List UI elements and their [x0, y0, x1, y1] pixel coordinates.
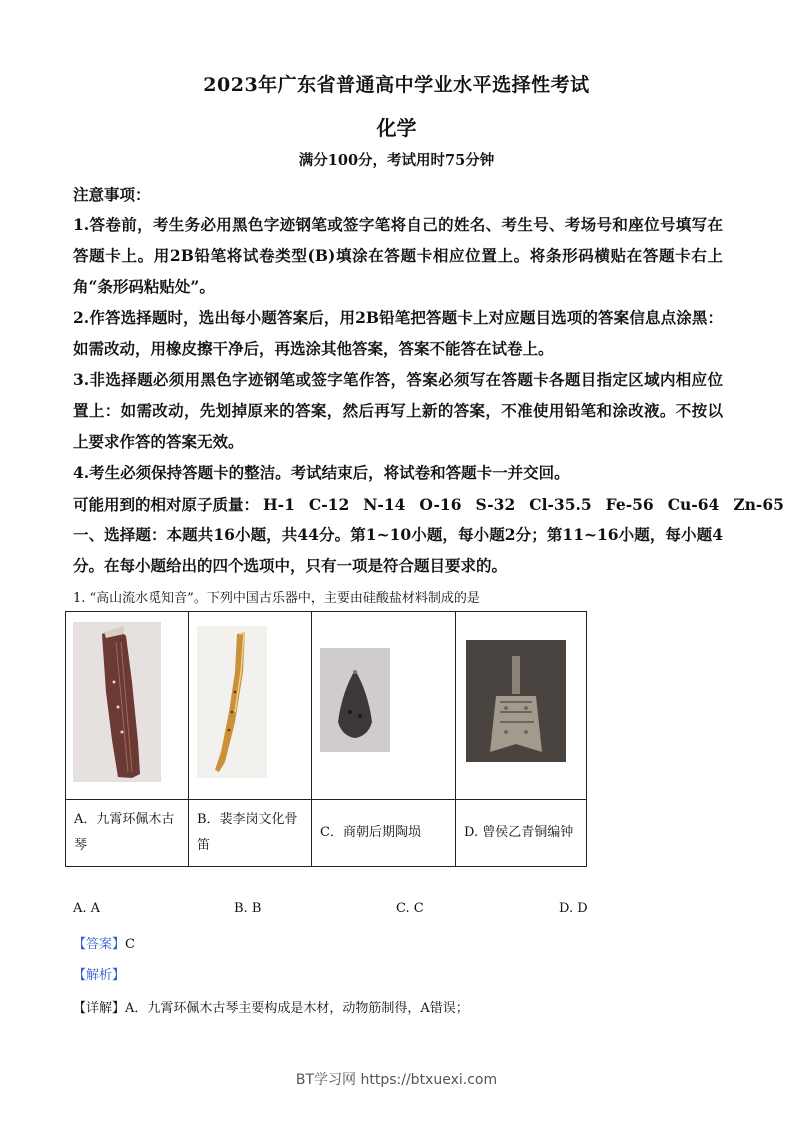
detail-line	[73, 997, 469, 1016]
notice-item-2: 2.作答选择题时，选出每小题答案后，用2B铅笔把答题卡上对应题目选项的答案信息点涂黑：如需改动，用橡皮擦干净后，再选涂其他答案，答案不能答在试卷上。	[73, 308, 723, 359]
bone-flute-photo	[189, 612, 311, 795]
subject-title: 化学	[376, 116, 417, 140]
choice-c: C. C	[396, 901, 424, 916]
footer-watermark: BT学习网 https://btxuexi.com	[295, 1072, 498, 1088]
option-c-image-cell	[312, 612, 456, 800]
option-d-label: D. 曾侯乙青铜编钟	[456, 800, 587, 867]
bronze-bell-photo	[456, 612, 586, 795]
analysis-tag: 【解析】	[73, 968, 126, 983]
option-d-image-cell	[456, 612, 587, 800]
notice-item-3: 3.非选择题必须用黑色字迹钢笔或签字笔作答，答案必须写在答题卡各题目指定区域内相应位置上：如需改动，先划掉原来的答案，然后再写上新的答案，不准使用铅笔和涂改液。不按以上要求作答的答案无效。	[73, 370, 723, 452]
answer-line	[73, 933, 135, 952]
detail-tag: 【详解】	[73, 1001, 126, 1016]
answer-tag: 【答案】	[73, 937, 126, 952]
atomic-masses-label: 可能用到的相对原子质量：	[73, 495, 260, 514]
exam-title: 2023年广东省普通高中学业水平选择性考试	[203, 74, 590, 96]
exam-info: 满分100分，考试用时75分钟	[298, 152, 495, 169]
option-b-image-cell	[189, 612, 312, 800]
choice-a: A. A	[73, 901, 101, 916]
option-a-image-cell	[66, 612, 189, 800]
atom-mass: S-32	[475, 495, 516, 514]
detail-text: A．九霄环佩木古琴主要构成是木材，动物筋制得，A错误；	[125, 1001, 469, 1016]
option-c-label: C．商朝后期陶埙	[312, 800, 456, 867]
pottery-xun-photo	[312, 612, 455, 795]
analysis-line	[73, 964, 125, 983]
notice-item-4: 4.考生必须保持答题卡的整洁。考试结束后，将试卷和答题卡一并交回。	[73, 463, 570, 482]
choice-d: D. D	[559, 901, 588, 916]
atomic-masses	[73, 489, 784, 520]
notice-heading: 注意事项：	[73, 185, 151, 204]
atom-mass: Zn-65	[733, 495, 784, 514]
section-heading: 一、选择题：本题共16小题，共44分。第1~10小题，每小题2分；第11~16小题，每小题4分。在每小题给出的四个选项中，只有一项是符合题目要求的。	[73, 525, 723, 576]
atom-mass: N-14	[363, 495, 406, 514]
question-stem: 1. “高山流水觅知音”。下列中国古乐器中，主要由硅酸盐材料制成的是	[73, 591, 480, 606]
guqin-photo	[66, 612, 188, 795]
notice-item-1: 1.答卷前，考生务必用黑色字迹钢笔或签字笔将自己的姓名、考生号、考场号和座位号填写在答题卡上。用2B铅笔将试卷类型(B)填涂在答题卡相应位置上。将条形码横贴在答题卡右上角“条形码粘贴处”。	[73, 215, 723, 297]
option-b-label: B．裴李岗文化骨笛	[189, 800, 312, 867]
atom-mass: C-12	[308, 495, 350, 514]
options-table	[65, 611, 587, 867]
atom-mass: Cl-35.5	[529, 495, 592, 514]
atom-mass: Cu-64	[667, 495, 720, 514]
choice-b: B. B	[234, 901, 262, 916]
answer-value: C	[125, 937, 135, 952]
atom-mass: O-16	[419, 495, 462, 514]
atom-mass: H-1	[263, 495, 295, 514]
atom-mass: Fe-56	[605, 495, 654, 514]
option-a-label: A．九霄环佩木古琴	[66, 800, 189, 867]
